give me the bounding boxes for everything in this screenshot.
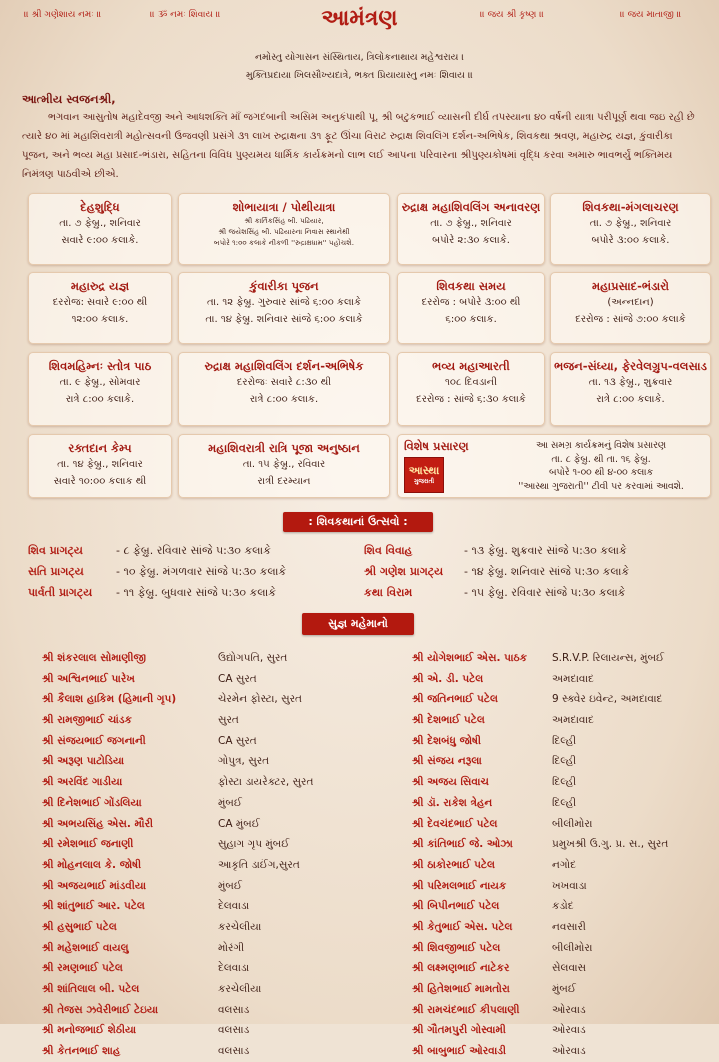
guest-row bbox=[42, 751, 402, 772]
guest-row bbox=[412, 979, 712, 1000]
event-detail: તા. ૭ ફેબ્રુ., શનિવાર bbox=[430, 218, 512, 229]
event-title: દેહશુદ્ધિ bbox=[80, 200, 120, 214]
special-line: આ સમગ્ર કાર્યક્રમનું વિશેષ પ્રસારણ bbox=[535, 440, 667, 451]
festival-row bbox=[364, 565, 704, 585]
guest-row bbox=[412, 793, 712, 814]
event-detail: તા. ૭ ફેબ્રુ., શનિવાર bbox=[589, 218, 672, 229]
event-detail: ૬:૦૦ કલાક. bbox=[445, 314, 497, 325]
event-title: રુદ્રાક્ષ મહાશિવલિંગ દર્શન-અભિષેક bbox=[204, 359, 364, 373]
guest-row bbox=[42, 689, 402, 710]
guest-place: S.R.V.P. રિલાયન્સ, મુંબઈ bbox=[552, 652, 665, 664]
guest-name: શ્રી શંકરલાલ સોમાણીજી bbox=[42, 652, 146, 664]
event-detail: દરરોજ : સાંજે ૭:૦૦ કલાકે bbox=[575, 314, 686, 325]
event-box bbox=[28, 193, 172, 265]
event-detail: તા. ૧૪ ફેબ્રુ., શનિવાર bbox=[57, 459, 143, 470]
guest-name: શ્રી મહેશભાઈ વાયલુ bbox=[42, 941, 129, 954]
guest-place: વલસાડ bbox=[218, 1045, 250, 1058]
guest-row bbox=[412, 834, 712, 855]
festival-row bbox=[364, 544, 704, 564]
guest-row bbox=[42, 855, 402, 876]
event-box bbox=[178, 352, 390, 426]
guest-place: સેલવાસ bbox=[552, 962, 587, 975]
event-box bbox=[28, 272, 172, 344]
event-detail: શ્રી કાર્તિકસિંહ બી. પઢિયાર, bbox=[244, 216, 324, 225]
event-detail: ૧૨:૦૦ કલાક. bbox=[71, 314, 129, 325]
guest-place: સુહાગ ગૃપ મુંબઈ bbox=[218, 838, 290, 851]
event-title: મહાપ્રસાદ-ભંડારો bbox=[591, 279, 670, 293]
guest-name: શ્રી શિવજીભાઈ પટેલ bbox=[412, 941, 501, 954]
guest-name: શ્રી મોહનલાલ કે. જોષી bbox=[42, 858, 142, 871]
guest-row bbox=[412, 958, 712, 979]
guest-place: કરચેલીયા bbox=[218, 920, 262, 933]
guest-place: CA સુરત bbox=[218, 734, 257, 747]
aastha-logo-sub: ગુજરાતી bbox=[413, 478, 435, 485]
special-broadcast-title: વિશેષ પ્રસારણ bbox=[404, 439, 469, 453]
guest-name: શ્રી લક્ષ્મણભાઈ નાટેકર bbox=[412, 962, 510, 975]
event-detail: રાત્રે ૮:૦૦ કલાકે. bbox=[596, 394, 665, 405]
event-detail: તા. ૧૫ ફેબ્રુ., રવિવાર bbox=[242, 459, 326, 470]
guest-row bbox=[412, 710, 712, 731]
guest-place: ગોપુત્ર, સુરત bbox=[218, 755, 270, 768]
event-title: રક્તદાન કેમ્પ bbox=[68, 441, 132, 455]
guest-row bbox=[412, 938, 712, 959]
event-box bbox=[28, 352, 172, 426]
guest-place: સુરત bbox=[218, 714, 239, 727]
event-title: કુંવારીકા પૂજન bbox=[249, 279, 319, 293]
saying-ganesh: ॥ શ્રી ગણેશાય નમઃ ॥ bbox=[24, 10, 102, 20]
guest-place: કરચેલીયા bbox=[218, 983, 262, 995]
guest-name: શ્રી શાંતુભાઈ આર. પટેલ bbox=[42, 900, 145, 913]
event-detail: તા. ૧૩ ફેબ્રુ., શુક્રવાર bbox=[588, 377, 673, 388]
guest-place: બીલીમોરા bbox=[552, 817, 593, 830]
guest-row bbox=[412, 669, 712, 690]
festival-name: શિવ પ્રાગટ્ય bbox=[28, 544, 83, 557]
guest-name: શ્રી કેતુભાઈ એસ. પટેલ bbox=[412, 920, 513, 933]
guest-place: પ્રમુખશ્રી ઉ.ગુ. પ્ર. સ., સુરત bbox=[552, 838, 669, 851]
guest-row bbox=[42, 896, 402, 917]
guest-place: દેલવાડા bbox=[218, 962, 250, 975]
greeting: આત્મીય સ્વજનશ્રી, bbox=[22, 92, 116, 106]
saying-shiva: ॥ ૐ નમઃ શિવાય ॥ bbox=[150, 10, 221, 20]
guest-row bbox=[412, 855, 712, 876]
guest-place: નગોદ bbox=[552, 858, 576, 871]
event-detail: સવારે ૯:૦૦ કલાકે. bbox=[61, 235, 139, 246]
guest-name: શ્રી દેશબંધુ જોષી bbox=[412, 734, 481, 747]
guest-name: શ્રી દેશભાઈ પટેલ bbox=[412, 714, 485, 727]
event-detail: ૧૦૮ દિવડાની bbox=[445, 377, 497, 388]
guest-row bbox=[42, 1000, 402, 1021]
guest-place: દિલ્હી bbox=[552, 796, 577, 809]
guest-row bbox=[42, 772, 402, 793]
event-box bbox=[178, 272, 390, 344]
event-detail: સવારે ૧૦:૦૦ કલાક થી bbox=[53, 476, 147, 487]
guest-name: શ્રી સંજય નરૂલા bbox=[412, 755, 482, 768]
guest-name: શ્રી કાંતિભાઈ જે. ઓઝા bbox=[412, 838, 513, 851]
special-broadcast-box bbox=[397, 434, 711, 498]
event-detail: દરરોજ : સાંજે ૬:૩૦ કલાકે bbox=[416, 394, 526, 405]
guest-name: શ્રી રામજીભાઈ ચાંડક bbox=[42, 714, 132, 727]
guest-place: દેલવાડા bbox=[218, 900, 250, 913]
aastha-logo bbox=[404, 457, 444, 493]
guest-name: શ્રી સંજયભાઈ જગનાની bbox=[42, 734, 146, 747]
guest-name: શ્રી યોગેશભાઈ એસ. પાઠક bbox=[412, 652, 528, 664]
guest-place: ખખવાડા bbox=[552, 879, 587, 892]
guest-place: મોરંગી bbox=[218, 941, 245, 954]
event-box bbox=[178, 193, 390, 265]
festival-name: શિવ વિવાહ bbox=[364, 544, 413, 557]
saying-mataji: ॥ જય માતાજી ॥ bbox=[620, 10, 682, 20]
guest-row bbox=[412, 1000, 712, 1021]
event-title: મહારુદ્ર યજ્ઞ bbox=[70, 279, 130, 293]
guest-name: શ્રી ડૉ. રાકેશ ત્રેહન bbox=[412, 796, 493, 809]
guest-name: શ્રી ઠાકોરભાઈ પટેલ bbox=[412, 858, 495, 871]
guests-left-list bbox=[42, 648, 402, 1062]
event-detail: તા. ૯ ફેબ્રુ., સોમવાર bbox=[59, 377, 141, 388]
guest-name: શ્રી અજયભાઈ માંડવીયા bbox=[42, 879, 147, 892]
guest-place: નવસારી bbox=[552, 920, 586, 933]
guests-banner: સુજ્ઞ મહેમાનો bbox=[302, 613, 414, 635]
guest-name: શ્રી કૈલાશ હાકિમ (હિમાની ગૃપ) bbox=[42, 693, 177, 706]
guest-name: શ્રી શાંતિલાલ બી. પટેલ bbox=[42, 983, 140, 995]
guest-row bbox=[42, 814, 402, 835]
guest-name: શ્રી અરૂણ પાટોડિયા bbox=[42, 755, 125, 768]
guest-place: વલસાડ bbox=[218, 1003, 250, 1016]
festival-row bbox=[28, 586, 368, 606]
event-title: ભજન-સંધ્યા, ફેરવેલગ્રુપ-વલસાડ bbox=[554, 359, 707, 373]
page-title: આમંત્રણ bbox=[321, 6, 398, 31]
festival-row bbox=[28, 544, 368, 564]
guest-row bbox=[42, 834, 402, 855]
guest-place: દિલ્હી bbox=[552, 776, 577, 789]
festival-date: - ૧૦ ફેબ્રુ. મંગળવાર સાંજે ૫:૩૦ કલાકે bbox=[116, 565, 287, 578]
guest-place: ઓરવાડ bbox=[552, 1003, 586, 1016]
event-detail: બપોરે ૨:૩૦ કલાકે. bbox=[432, 235, 510, 246]
guests-right-list bbox=[412, 648, 712, 1062]
guest-row bbox=[412, 896, 712, 917]
festival-name: કથા વિરામ bbox=[364, 586, 413, 599]
event-title: શિવકથા સમય bbox=[436, 279, 506, 293]
guest-row bbox=[42, 876, 402, 897]
guest-place: મુંબઈ bbox=[552, 983, 576, 995]
guest-place: ઓરવાડ bbox=[552, 1024, 586, 1037]
guest-name: શ્રી તેજસ ઝવેરીભાઈ ટેઇયા bbox=[42, 1003, 159, 1016]
festival-date: - ૧૫ ફેબ્રુ. રવિવાર સાંજે ૫:૩૦ કલાકે bbox=[464, 586, 626, 599]
guest-row bbox=[412, 1020, 712, 1041]
guest-name: શ્રી રામચંદભાઈ કીપલાણી bbox=[412, 1003, 520, 1016]
guest-name: શ્રી બિપીનભાઈ પટેલ bbox=[412, 900, 500, 913]
guest-place: દિલ્હી bbox=[552, 755, 577, 768]
guest-row bbox=[42, 793, 402, 814]
festival-date: - ૧૧ ફેબ્રુ. બુધવાર સાંજે ૫:૩૦ કલાકે bbox=[116, 586, 277, 599]
guest-name: શ્રી મનોજભાઈ શેઠીયા bbox=[42, 1024, 137, 1037]
event-detail: તા. ૧૪ ફેબ્રુ. શનિવાર સાંજે ૬:૦૦ કલાકે bbox=[205, 314, 363, 325]
mantra-line-2: મુક્તિપ્રદાયા ખિલસૌખ્યદાત્રે, ભક્ત પ્રિયાયાસ્તુ નમઃ શિવાય ॥ bbox=[246, 70, 473, 81]
festival-date: - ૮ ફેબ્રુ. રવિવાર સાંજે ૫:૩૦ કલાકે bbox=[116, 544, 271, 557]
event-box bbox=[550, 272, 711, 344]
event-detail: બપોરે ૩:૦૦ કલાકે. bbox=[591, 235, 670, 246]
event-title: શોભાયાત્રા / પોથીયાત્રા bbox=[232, 200, 336, 214]
guest-name: શ્રી એ. ડી. પટેલ bbox=[412, 672, 484, 685]
event-detail: બપોરે ૧:૦૦ કલાકે નીકળી ''રુદ્રાક્ષધામ'' પહોંચશે. bbox=[213, 238, 355, 247]
festivals-banner: : શિવકથાનાં ઉત્સવો : bbox=[283, 512, 433, 532]
event-box bbox=[550, 193, 711, 265]
event-box bbox=[397, 272, 545, 344]
special-line: તા. ૮ ફેબ્રુ. થી તા. ૧૬ ફેબ્રુ. bbox=[551, 453, 651, 465]
guest-place: મુંબઈ bbox=[218, 796, 242, 809]
event-box bbox=[550, 352, 711, 426]
guest-place: મુંબઈ bbox=[218, 879, 242, 892]
event-detail: દરરોજ : બપોરે ૩:૦૦ થી bbox=[421, 297, 521, 308]
event-detail: રાત્રે ૮:૦૦ કલાક. bbox=[249, 394, 319, 405]
guest-row bbox=[42, 648, 402, 669]
special-line: બપોરે ૧-૦૦ થી ૪-૦૦ કલાક bbox=[548, 467, 654, 478]
event-detail: (અન્નદાન) bbox=[607, 297, 654, 308]
guest-row bbox=[412, 648, 712, 669]
event-detail: રાત્રી દરમ્યાન bbox=[257, 476, 311, 487]
guest-place: અમદાવાદ bbox=[552, 714, 594, 727]
guest-row bbox=[412, 876, 712, 897]
guest-name: શ્રી બાબુભાઈ ઓરવાડી bbox=[412, 1045, 507, 1058]
guest-row bbox=[42, 1041, 402, 1062]
guest-name: શ્રી દિનેશભાઈ ગોંડલિયા bbox=[42, 796, 142, 809]
festival-name: પાર્વતી પ્રાગટ્ય bbox=[28, 586, 93, 599]
guest-row bbox=[42, 1020, 402, 1041]
event-box bbox=[178, 434, 390, 498]
event-box bbox=[397, 193, 545, 265]
guest-row bbox=[42, 731, 402, 752]
guest-place: CA મુંબઈ bbox=[218, 817, 260, 830]
event-title: મહાશિવરાત્રી રાત્રિ પૂજા અનુષ્ઠાન bbox=[208, 441, 360, 455]
guest-place: બીલીમોરા bbox=[552, 941, 593, 954]
mantra-line-1: નમોસ્તુ યોગાસન સંસ્થિતાય, ત્રિલોકનાથાય મહેશ્વરાય । bbox=[254, 52, 465, 63]
guest-row bbox=[42, 669, 402, 690]
guest-row bbox=[412, 731, 712, 752]
guest-place: દિલ્હી bbox=[552, 734, 577, 747]
guest-row bbox=[412, 689, 712, 710]
guest-place: 9 સ્ક્વેર ઇવેન્ટ, અમદાવાદ bbox=[552, 693, 663, 706]
guest-name: શ્રી જતિનભાઈ પટેલ bbox=[412, 693, 498, 706]
guest-place: આકૃતિ ડાઈંગ,સુરત bbox=[218, 858, 300, 871]
guest-row bbox=[412, 751, 712, 772]
guest-name: શ્રી રમેશભાઈ જનાણી bbox=[42, 838, 134, 851]
guest-place: ઓરવાડ bbox=[552, 1045, 586, 1058]
saying-krishna: ॥ જય શ્રી કૃષ્ણ ॥ bbox=[480, 10, 545, 20]
guest-row bbox=[42, 710, 402, 731]
guest-name: શ્રી અભયસિંહ એસ. મૌરી bbox=[42, 817, 154, 830]
special-line: ''આસ્થા ગુજરાતી'' ટીવી પર કરવામાં આવશે. bbox=[518, 480, 684, 492]
event-detail: રાત્રે ૮:૦૦ કલાકે. bbox=[65, 394, 135, 405]
guest-row bbox=[412, 814, 712, 835]
guest-place: ફોસ્ટા ડાયરેક્ટર, સુરત bbox=[218, 776, 314, 789]
guest-row bbox=[42, 917, 402, 938]
guest-place: કડોદ bbox=[552, 900, 574, 913]
guest-row bbox=[412, 1041, 712, 1062]
guest-place: ચેરમેન ફોસ્ટા, સુરત bbox=[218, 693, 302, 706]
guest-name: શ્રી હસુભાઈ પટેલ bbox=[42, 920, 117, 933]
festival-name: સતિ પ્રાગટ્ય bbox=[28, 565, 84, 578]
guest-name: શ્રી અરવિંદ ગાડીયા bbox=[42, 776, 123, 789]
guest-place: CA સુરત bbox=[218, 672, 257, 685]
festival-row bbox=[364, 586, 704, 606]
guest-row bbox=[412, 772, 712, 793]
event-box bbox=[28, 434, 172, 498]
festival-name: શ્રી ગણેશ પ્રાગટ્ય bbox=[364, 565, 444, 578]
event-title: ભવ્ય મહાઆરતી bbox=[432, 359, 510, 373]
intro-paragraph: ભગવાન આસુતોષ મહાદેવજી અને આધશક્તિ માઁ જગદંબાની અસિમ અનુકંપાથી પૂ. શ્રી બટુકભાઈ વ્યાસની દીર્ઘ તપસ્યાના ૪૦ વર્ષની યાત્રા પરીપૂર્ણ થવા જઇ રહી છે ત્યારે ૪૦ માં મહાશિવરાત્રી મહોત્સવની ઉજવણી પ્રસંગે ૩૧ લાખ રુદ્રાક્ષના ૩૧ ફૂટ ઊંચા વિરાટ રુદ્રાક્ષ શિવલિંગ દર્શન-અભિષેક, શિવકથા શ્રવણ, મહારુદ્ર યજ્ઞ, કુંવારીકા પૂજન, અને ભવ્ય મહા પ્રસાદ-ભંડારા, સહિતના વિવિધ પુણ્યમય ધાર્મિક કાર્યક્રમનો લાભ લઈ આપના પરિવારના શ્રીપુણ્યકોષમાં વૃદ્ધિ કરવા અમારુ ભાવભર્યું ભક્તિમય નિમંત્રણ પાઠવીએ છીએ. bbox=[22, 112, 695, 180]
guest-row bbox=[42, 979, 402, 1000]
event-detail: દરરોજઃ સવારે ૮:૩૦ થી bbox=[236, 377, 332, 388]
guest-row bbox=[42, 958, 402, 979]
guest-row bbox=[42, 938, 402, 959]
guest-name: શ્રી અજય સિવાચ bbox=[412, 776, 489, 789]
guest-place: વલસાડ bbox=[218, 1024, 250, 1037]
festival-row bbox=[28, 565, 368, 585]
event-detail: શ્રી જયેશસિંહ બી. પઢિયારના નિવાસ સ્થાનેથી bbox=[218, 227, 350, 236]
event-detail: દરરોજ: સવારે ૯:૦૦ થી bbox=[52, 297, 148, 308]
aastha-logo-text: આસ્થા bbox=[408, 464, 440, 477]
guest-name: શ્રી અશ્વિનભાઈ પારેખ bbox=[42, 672, 135, 685]
festival-date: - ૧૪ ફેબ્રુ. શનિવાર સાંજે ૫:૩૦ કલાકે bbox=[464, 565, 630, 578]
event-title: રુદ્રાક્ષ મહાશિવલિંગ અનાવરણ bbox=[401, 200, 541, 214]
guest-name: શ્રી રમણભાઈ પટેલ bbox=[42, 962, 123, 975]
guest-row bbox=[412, 917, 712, 938]
guest-place: ઉદ્યોગપતિ, સુરત bbox=[218, 652, 288, 664]
guest-name: શ્રી દેવચંદભાઈ પટેલ bbox=[412, 817, 498, 830]
event-title: શિવકથા-મંગલાચરણ bbox=[582, 200, 679, 214]
event-detail: તા. ૧૨ ફેબ્રુ. ગુરુવાર સાંજે ૬:૦૦ કલાકે bbox=[206, 297, 362, 308]
event-detail: તા. ૭ ફેબ્રુ., શનિવાર bbox=[59, 218, 141, 229]
event-box bbox=[397, 352, 545, 426]
guest-name: શ્રી કેતનભાઈ શાહ bbox=[42, 1045, 121, 1058]
guest-name: શ્રી પરિમલભાઈ નાયક bbox=[412, 879, 507, 892]
festival-date: - ૧૩ ફેબ્રુ. શુક્રવાર સાંજે ૫:૩૦ કલાકે bbox=[464, 544, 627, 557]
guest-name: શ્રી હિતેશભાઈ મામતોરા bbox=[412, 983, 510, 995]
guest-place: અમદાવાદ bbox=[552, 672, 594, 685]
event-title: શિવમહિમ્નઃ સ્તોત્ર પાઠ bbox=[48, 359, 152, 373]
guest-name: શ્રી ગૌતમપુરી ગોસ્વામી bbox=[412, 1024, 506, 1037]
